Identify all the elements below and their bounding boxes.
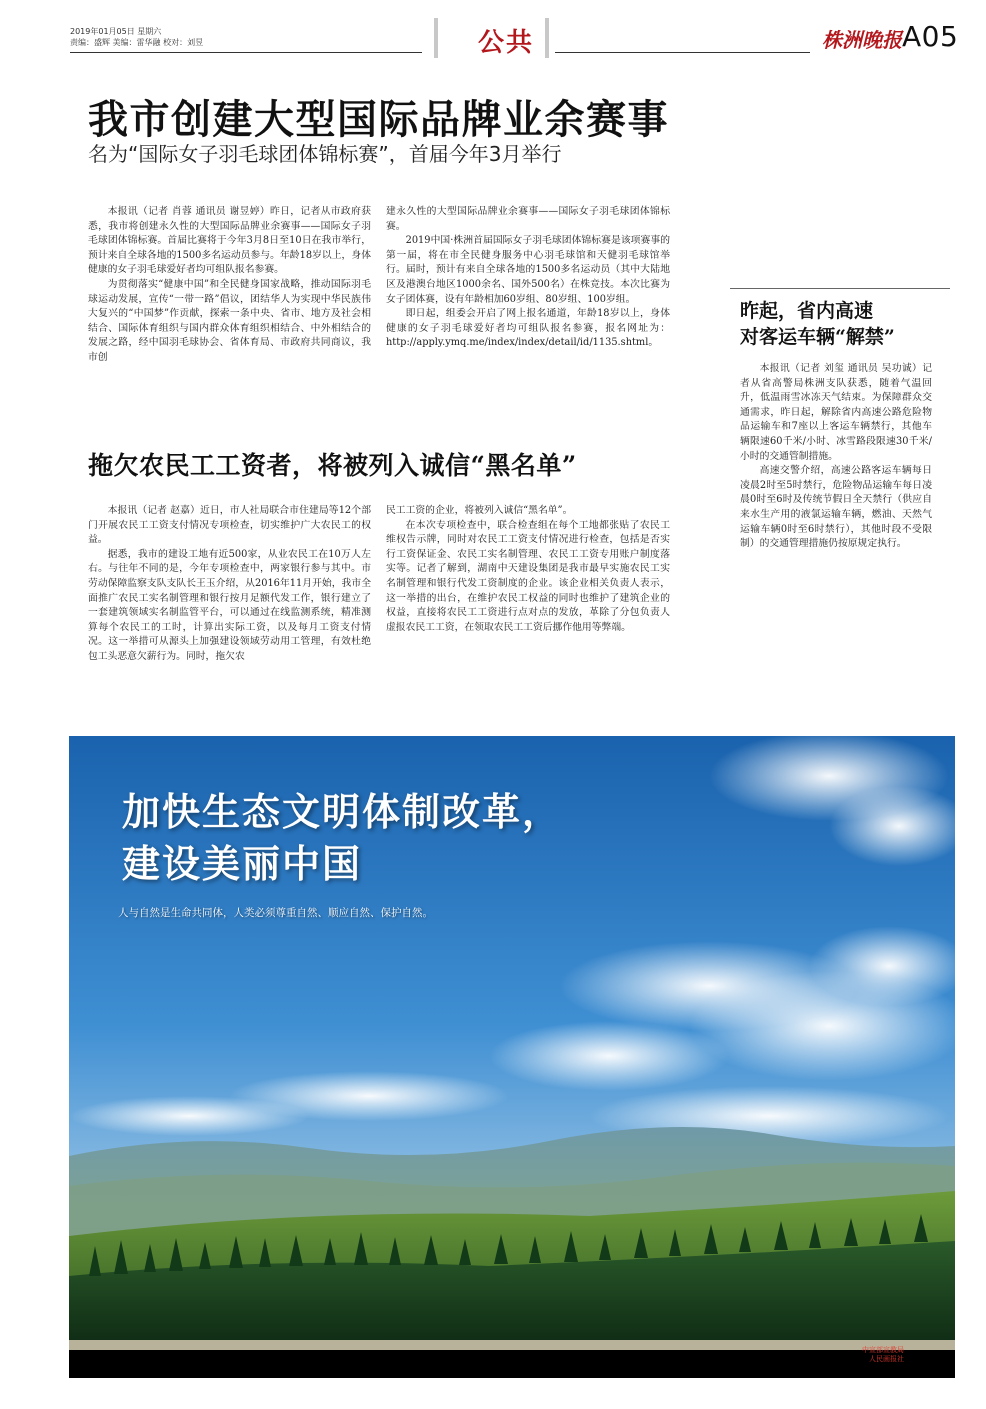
paragraph: 据悉，我市的建设工地有近500家，从业农民工在10万人左右。与往年不同的是，今年专项检查中，两家银行参与其中。市劳动保障监察支队支队长王玉介绍，从2016年11月开始，我市全面推广农民工实名制管理和银行按月足额代发工作，银行建立了一套建筑领域实名制监管平台，可以通过在线监测系统，精准测算每个农民工的工时，计算出实际工资，以及每月工资支付情况。这一举措可从源头上加强建设领域劳动用工管理，有效杜绝包工头恶意欠薪行为。同时，拖欠农 [88, 548, 371, 662]
article-2-title: 拖欠农民工工资者，将被列入诚信“黑名单” [88, 451, 577, 480]
header-rule-right [555, 52, 810, 53]
article-3-column [740, 362, 932, 552]
paragraph: 即日起，组委会开启了网上报名通道，年龄18岁以上，身体健康的女子羽毛球爱好者均可组队报名参赛，报名网址为：http://apply.ymq.me/index/index/detail/id/1135.shtml。 [386, 308, 670, 349]
header-divider-left [434, 18, 438, 58]
section-name: 公共 [478, 28, 535, 58]
paragraph: 高速交警介绍，高速公路客运车辆每日凌晨2时至5时禁行，危险物品运输车每日凌晨0时至6时及传统节假日全天禁行（供应自来水生产用的液氯运输车辆，燃油、天然气运输车辆0时至6时禁行），其他时段不受限制）的交通管理措施仍按原规定执行。 [740, 465, 932, 550]
paragraph: 本报讯（记者 肖蓉 通讯员 谢昱婷）昨日，记者从市政府获悉，我市将创建永久性的大型国际品牌业余赛事——国际女子羽毛球团体锦标赛。首届比赛将于今年3月8日至10日在我市举行，预计来自全球各地的1500多名运动员参与。年龄18岁以上，身体健康的女子羽毛球爱好者均可组队报名参赛。 [88, 206, 371, 276]
ad-credit [862, 1346, 904, 1364]
article-1-column-2 [386, 205, 670, 351]
sidebar-rule [730, 288, 950, 289]
ad-title-line-1: 加快生态文明体制改革， [122, 789, 563, 834]
page-number: A05 [902, 20, 959, 53]
article-2-column-1 [88, 504, 371, 665]
ad-credit-line-2: 人民画报社 [869, 1355, 904, 1363]
ad-title-line-2: 建设美丽中国 [122, 841, 363, 886]
article-1-title: 我市创建大型国际品牌业余赛事 [88, 97, 669, 143]
ad-credit-line-1: 中宣部宣教局 [862, 1346, 904, 1354]
ad-title [122, 786, 562, 890]
article-1-column-1 [88, 205, 371, 366]
paragraph: 建永久性的大型国际品牌业余赛事——国际女子羽毛球团体锦标赛。 [386, 206, 670, 232]
header-divider-right [545, 18, 549, 58]
paragraph: 民工工资的企业，将被列入诚信“黑名单”。 [386, 505, 573, 516]
paragraph: 为贯彻落实“健康中国”和全民健身国家战略，推动国际羽毛球运动发展，宣传“一带一路”倡议，团结华人为实现中华民族伟大复兴的“中国梦”作贡献，探索一条中央、省市、地方及社会相结合、国际体育组织与国内群众体育组织相结合、中外相结合的发展之路，经中国羽毛球协会、省体育局、市政府共同商议，我市创 [88, 278, 371, 363]
paragraph: 本报讯（记者 赵嘉）近日，市人社局联合市住建局等12个部门开展农民工工资支付情况专项检查，切实维护广大农民工的权益。 [88, 505, 371, 546]
header-rule-left [70, 52, 422, 53]
article-3-title-line-1: 昨起，省内高速 [740, 300, 874, 322]
masthead-meta [70, 26, 203, 48]
article-3-title [740, 298, 895, 350]
article-3-title-line-2: 对客运车辆“解禁” [740, 326, 895, 348]
paragraph: 2019中国·株洲首届国际女子羽毛球团体锦标赛是该项赛事的第一届，将在市全民健身服务中心羽毛球馆和天健羽毛球馆举行。届时，预计有来自全球各地的1500多名运动员（其中大陆地区及港澳台地区1000余名、国外500名）在株竞技。本次比赛为女子团体赛，设有年龄相加60岁组、80岁组、100岁组。 [386, 235, 670, 305]
editor-credits: 责编：盛辉 美编：雷华融 校对：刘昱 [70, 38, 204, 47]
paragraph: 本报讯（记者 刘玺 通讯员 吴功诚）记者从省高警局株洲支队获悉，随着气温回升，低温雨雪冰冻天气结束。为保障群众交通需求，昨日起，解除省内高速公路危险物品运输车和7座以上客运车辆禁行，其他车辆限速60千米/小时、冰雪路段限速30千米/小时的交通管制措施。 [740, 363, 932, 462]
article-1-subtitle: 名为“国际女子羽毛球团体锦标赛”，首届今年3月举行 [88, 142, 562, 166]
issue-date: 2019年01月05日 星期六 [70, 27, 162, 36]
paragraph: 在本次专项检查中，联合检查组在每个工地都张贴了农民工维权告示牌，同时对农民工工资支付情况进行检查，包括是否实行工资保证金、农民工实名制管理、农民工工资专用账户制度落实等。记者了解到，湖南中天建设集团是我市最早实施农民工实名制管理和银行代发工资制度的企业。该企业相关负责人表示，这一举措的出台，在维护农民工权益的同时也维护了建筑企业的权益，直接将农民工工资进行点对点的发放，革除了分包负责人虚报农民工工资，在领取农民工工资后挪作他用等弊端。 [386, 519, 670, 633]
newspaper-brand: 株洲晚报 [822, 28, 902, 52]
ad-subtitle: 人与自然是生命共同体，人类必须尊重自然、顺应自然、保护自然。 [118, 907, 433, 919]
article-2-column-2 [386, 504, 670, 635]
